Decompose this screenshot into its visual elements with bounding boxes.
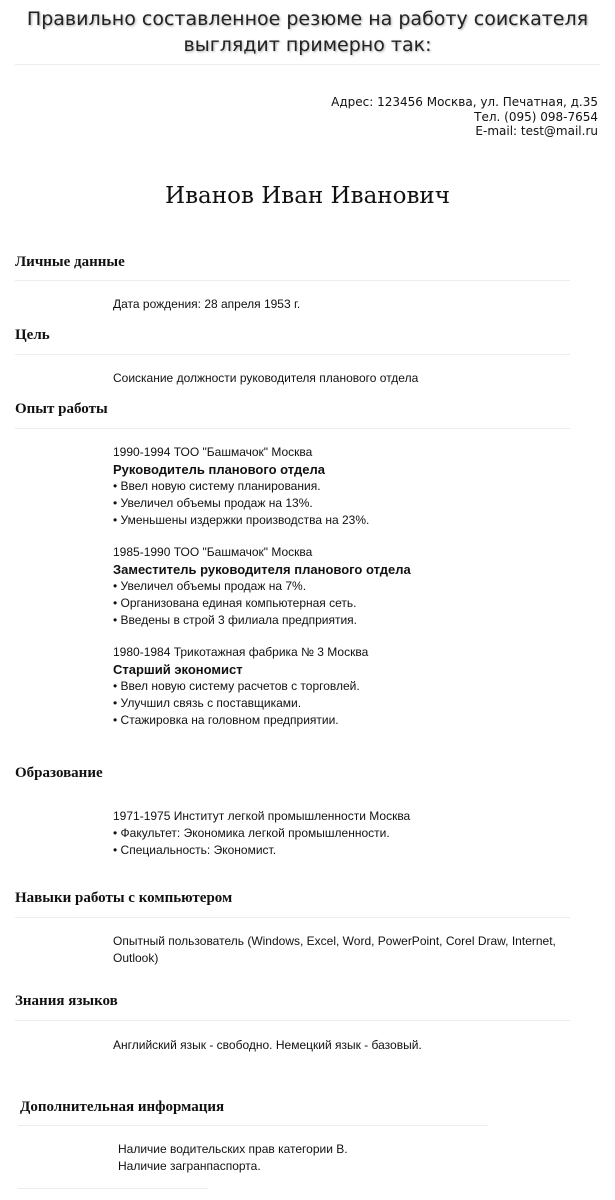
computer-skills: Опытный пользователь (Windows, Excel, Word, PowerPoint, Corel Draw, Internet, Outlook) [113,934,556,965]
section-heading-additional: Дополнительная информация [20,1099,225,1115]
full-name: Иванов Иван Иванович [165,183,450,209]
section-heading-computer: Навыки работы с компьютером [15,890,233,906]
job-period: 1990-1994 ТОО "Башмачок" Москва [113,445,313,459]
divider [15,280,570,281]
job-item: • Ввел новую систему планирования. [113,479,321,493]
languages-text: Английский язык - свободно. Немецкий язык - базовый. [113,1038,422,1052]
email: E-mail: test@mail.ru [475,124,598,138]
education-line: • Специальность: Экономист. [113,843,277,857]
birth-date: Дата рождения: 28 апреля 1953 г. [113,297,301,311]
title-line: выглядит примерно так: [183,34,432,56]
job-item: • Ввел новую систему расчетов с торговлей. [113,679,360,693]
phone: Тел. (095) 098-7654 [474,109,598,124]
job-item: • Улучшил связь с поставщиками. [113,696,302,710]
section-heading-education: Образование [15,765,103,781]
job-item: • Уменьшены издержки производства на 23%. [113,513,370,527]
job-position: Старший экономист [113,662,243,677]
additional-line: Наличие водительских прав категории В. [118,1142,348,1156]
job-item: • Увеличел объемы продаж на 7%. [113,579,307,593]
address: Адрес: 123456 Москва, ул. Печатная, д.35 [331,95,598,109]
divider [15,64,600,65]
page-title [0,6,615,58]
experience-list [113,444,411,744]
job-entry [113,644,411,729]
divider [15,428,570,429]
education-line: 1971-1975 Институт легкой промышленности Москва [113,809,411,823]
job-item: • Увеличел объемы продаж на 13%. [113,496,313,510]
contact-block [331,95,598,139]
job-item: • Организована единая компьютерная сеть. [113,596,357,610]
section-heading-personal: Личные данные [15,254,125,270]
section-heading-experience: Опыт работы [15,401,108,417]
additional-line: Наличие загранпаспорта. [118,1159,261,1173]
divider [15,917,570,918]
job-item: • Введены в строй 3 филиала предприятия. [113,613,358,627]
job-position: Руководитель планового отдела [113,462,325,477]
additional-block [118,1141,348,1175]
divider [15,1020,570,1021]
divider [15,354,570,355]
job-period: 1980-1984 Трикотажная фабрика № 3 Москва [113,645,369,659]
education-block [113,808,410,859]
job-entry [113,544,411,629]
section-heading-languages: Знания языков [15,993,118,1009]
job-position: Заместитель руководителя планового отдела [113,562,411,577]
job-item: • Стажировка на головном предприятии. [113,713,339,727]
education-line: • Факультет: Экономика легкой промышленности. [113,826,390,840]
job-entry [113,444,411,529]
job-period: 1985-1990 ТОО "Башмачок" Москва [113,545,313,559]
divider [18,1188,208,1189]
divider [18,1125,488,1126]
goal-text: Соискание должности руководителя планового отдела [113,371,419,385]
title-line: Правильно составленное резюме на работу соискателя [26,8,589,30]
section-heading-goal: Цель [15,327,50,343]
